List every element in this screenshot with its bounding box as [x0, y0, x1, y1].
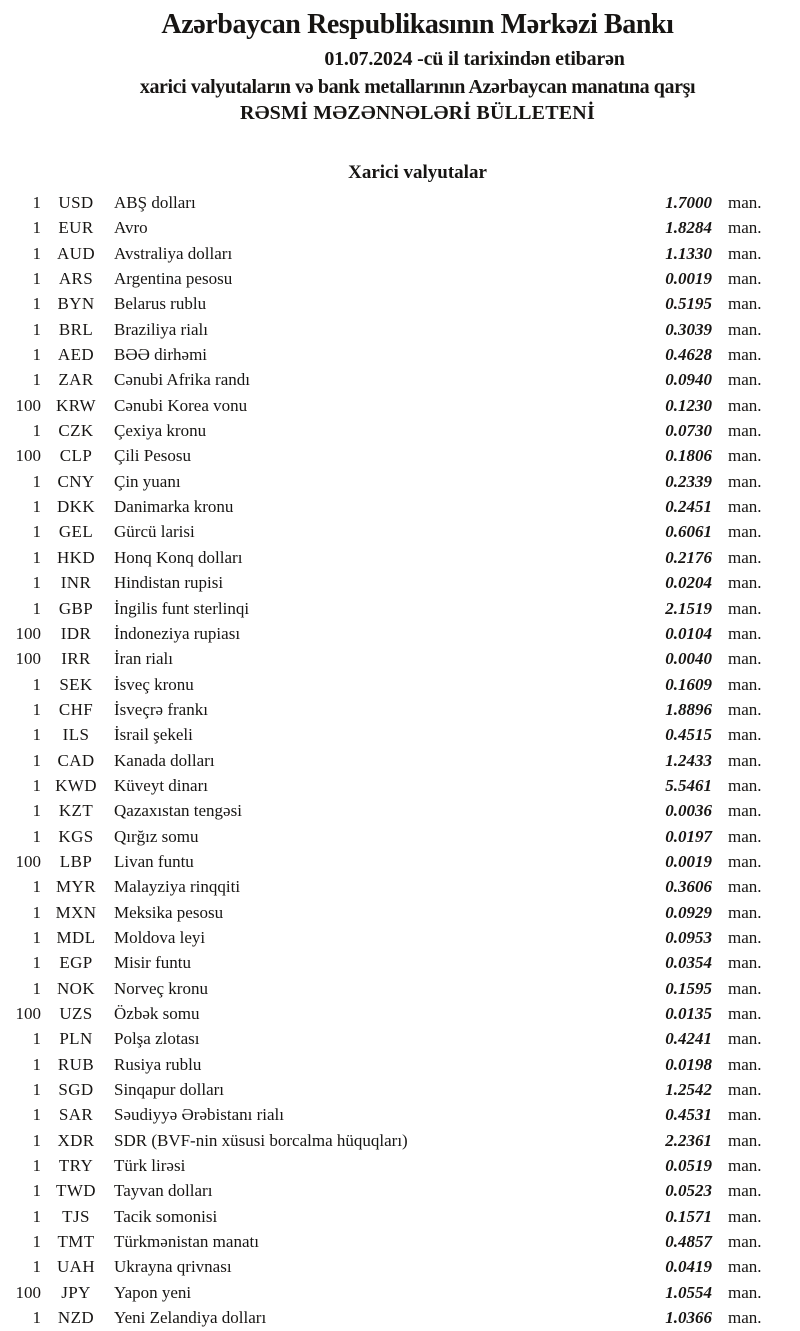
row-currency-name: Yeni Zelandiya dolları	[114, 1308, 267, 1328]
row-currency-name: Gürcü larisi	[114, 522, 195, 542]
row-unit-label: man.	[728, 1308, 762, 1328]
rate-row	[0, 1077, 770, 1102]
row-rate-value: 0.6061	[665, 522, 712, 542]
bulletin-title: RƏSMİ MƏZƏNNƏLƏRİ BÜLLETENİ	[240, 102, 595, 124]
row-unit-label: man.	[728, 750, 762, 770]
row-unit-label: man.	[728, 801, 762, 821]
row-rate-value: 0.2176	[665, 547, 712, 567]
row-rate-value: 0.1230	[665, 395, 712, 415]
row-unit-label: man.	[728, 851, 762, 871]
row-quantity: 1	[32, 598, 41, 618]
row-currency-code: EUR	[58, 218, 94, 238]
row-currency-code: IDR	[60, 623, 92, 643]
row-unit-label: man.	[728, 1054, 762, 1074]
row-currency-name: Türk lirəsi	[114, 1156, 186, 1176]
row-currency-code: KRW	[56, 395, 96, 415]
bulletin-header	[0, 0, 800, 126]
rate-row	[0, 266, 770, 291]
section-title-foreign-currencies: Xarici valyutalar	[348, 162, 487, 183]
rate-row	[0, 849, 770, 874]
row-currency-code: TMT	[57, 1232, 95, 1252]
row-currency-code: HKD	[56, 547, 96, 567]
row-currency-name: Çexiya kronu	[114, 421, 207, 441]
rate-row	[0, 748, 770, 773]
rate-row	[0, 1229, 770, 1254]
rate-row	[0, 1102, 770, 1127]
row-currency-code: CHF	[58, 699, 94, 719]
row-rate-value: 0.3606	[665, 877, 712, 897]
rate-row	[0, 342, 770, 367]
row-currency-code: SEK	[59, 674, 93, 694]
row-unit-label: man.	[728, 1080, 762, 1100]
row-currency-code: PLN	[59, 1029, 93, 1049]
row-quantity: 1	[32, 497, 41, 517]
rate-row	[0, 190, 770, 215]
row-unit-label: man.	[728, 1029, 762, 1049]
row-quantity: 1	[32, 902, 41, 922]
rate-row	[0, 1178, 770, 1203]
row-unit-label: man.	[728, 471, 762, 491]
row-quantity: 1	[32, 1181, 41, 1201]
row-currency-code: KZT	[58, 801, 94, 821]
row-unit-label: man.	[728, 1206, 762, 1226]
row-rate-value: 0.4241	[665, 1029, 712, 1049]
row-currency-name: Cənubi Afrika randı	[114, 370, 250, 390]
rate-row	[0, 950, 770, 975]
row-currency-name: Tacik somonisi	[114, 1206, 218, 1226]
row-unit-label: man.	[728, 1130, 762, 1150]
row-rate-value: 2.2361	[665, 1130, 712, 1150]
row-currency-name: Qırğız somu	[114, 826, 199, 846]
row-currency-name: Kanada dolları	[114, 750, 215, 770]
row-rate-value: 0.1571	[665, 1206, 712, 1226]
rate-row	[0, 900, 770, 925]
row-currency-code: IRR	[61, 649, 91, 669]
row-rate-value: 1.2542	[665, 1080, 712, 1100]
row-currency-name: Özbək somu	[114, 1004, 200, 1023]
row-currency-code: CAD	[57, 750, 95, 770]
row-currency-name: Hindistan rupisi	[114, 573, 224, 593]
row-rate-value: 0.0419	[665, 1257, 712, 1277]
row-quantity: 1	[32, 1206, 41, 1226]
row-quantity: 1	[32, 953, 41, 973]
row-currency-name: İsveçrə frankı	[114, 699, 208, 719]
row-unit-label: man.	[728, 598, 762, 618]
row-quantity: 100	[15, 851, 41, 871]
row-quantity: 1	[32, 1054, 41, 1074]
row-quantity: 100	[15, 1004, 41, 1023]
row-unit-label: man.	[728, 193, 762, 212]
row-rate-value: 0.0519	[665, 1156, 712, 1176]
row-rate-value: 0.4628	[665, 345, 712, 365]
row-currency-code: UAH	[56, 1257, 96, 1277]
row-quantity: 1	[32, 345, 41, 365]
row-unit-label: man.	[728, 218, 762, 238]
row-currency-code: AED	[57, 345, 95, 365]
row-rate-value: 2.1519	[665, 598, 712, 618]
row-currency-name: Cənubi Korea vonu	[114, 395, 248, 415]
effective-date-line: 01.07.2024 -cü il tarixindən etibarən	[324, 48, 625, 70]
row-unit-label: man.	[728, 547, 762, 567]
row-currency-name: Braziliya rialı	[114, 319, 208, 339]
row-currency-name: Qazaxıstan tengəsi	[114, 801, 242, 821]
row-unit-label: man.	[728, 649, 762, 669]
rate-row	[0, 291, 770, 316]
row-currency-code: UZS	[59, 1004, 93, 1023]
row-rate-value: 0.0040	[665, 649, 712, 669]
row-currency-code: SAR	[58, 1105, 94, 1125]
row-rate-value: 0.0940	[665, 370, 712, 390]
rate-row	[0, 824, 770, 849]
row-rate-value: 0.2451	[665, 497, 712, 517]
row-rate-value: 0.0019	[665, 269, 712, 289]
rate-row	[0, 697, 770, 722]
rate-row	[0, 367, 770, 392]
rate-row	[0, 1128, 770, 1153]
bank-name: Azərbaycan Respublikasının Mərkəzi Bankı	[161, 9, 674, 40]
row-unit-label: man.	[728, 623, 762, 643]
rate-row	[0, 621, 770, 646]
row-quantity: 100	[15, 623, 41, 643]
rate-row	[0, 672, 770, 697]
row-unit-label: man.	[728, 269, 762, 289]
row-quantity: 1	[32, 319, 41, 339]
row-rate-value: 0.1595	[665, 978, 712, 998]
row-unit-label: man.	[728, 243, 762, 263]
row-unit-label: man.	[728, 725, 762, 745]
rate-row	[0, 494, 770, 519]
row-quantity: 1	[32, 1232, 41, 1252]
rate-row	[0, 545, 770, 570]
row-unit-label: man.	[728, 1181, 762, 1201]
row-currency-name: İran rialı	[114, 649, 173, 669]
row-currency-code: USD	[58, 193, 94, 212]
row-quantity: 1	[32, 1080, 41, 1100]
row-quantity: 1	[32, 978, 41, 998]
row-rate-value: 0.0198	[665, 1054, 712, 1074]
row-currency-name: Polşa zlotası	[114, 1029, 200, 1049]
row-rate-value: 5.5461	[665, 775, 712, 795]
row-currency-name: Belarus rublu	[114, 294, 207, 314]
row-currency-name: Çin yuanı	[114, 471, 181, 491]
rate-row	[0, 1204, 770, 1229]
row-currency-code: ILS	[62, 725, 90, 745]
row-currency-code: TRY	[58, 1156, 94, 1176]
row-quantity: 1	[32, 573, 41, 593]
row-rate-value: 1.8896	[665, 699, 712, 719]
row-unit-label: man.	[728, 345, 762, 365]
row-currency-code: ARS	[58, 269, 94, 289]
row-currency-code: MDL	[56, 927, 96, 947]
row-unit-label: man.	[728, 927, 762, 947]
row-currency-code: KGS	[58, 826, 94, 846]
rate-row	[0, 393, 770, 418]
rate-row	[0, 241, 770, 266]
row-currency-code: TWD	[56, 1181, 96, 1201]
rate-row	[0, 596, 770, 621]
row-unit-label: man.	[728, 953, 762, 973]
row-rate-value: 0.0354	[665, 953, 712, 973]
row-unit-label: man.	[728, 699, 762, 719]
row-currency-code: CZK	[58, 421, 94, 441]
row-quantity: 100	[15, 649, 41, 669]
row-currency-name: Yapon yeni	[114, 1282, 192, 1302]
row-currency-code: GEL	[58, 522, 94, 542]
row-currency-name: BƏƏ dirhəmi	[114, 345, 208, 365]
row-quantity: 1	[32, 699, 41, 719]
row-rate-value: 0.4515	[665, 725, 712, 745]
rate-row	[0, 1153, 770, 1178]
row-quantity: 1	[32, 1105, 41, 1125]
row-rate-value: 1.8284	[665, 218, 712, 238]
row-rate-value: 1.2433	[665, 750, 712, 770]
row-currency-code: INR	[60, 573, 92, 593]
row-quantity: 1	[32, 522, 41, 542]
row-quantity: 1	[32, 547, 41, 567]
row-currency-code: SGD	[58, 1080, 94, 1100]
row-currency-name: SDR (BVF-nin xüsusi borcalma hüquqları)	[114, 1130, 408, 1150]
row-currency-code: RUB	[57, 1054, 95, 1074]
row-unit-label: man.	[728, 826, 762, 846]
row-rate-value: 0.3039	[665, 319, 712, 339]
row-rate-value: 1.0366	[665, 1308, 712, 1328]
rate-row	[0, 976, 770, 1001]
row-rate-value: 0.1806	[665, 446, 712, 466]
row-currency-code: CLP	[59, 446, 93, 466]
row-currency-name: Livan funtu	[114, 851, 194, 871]
row-currency-name: Çili Pesosu	[114, 446, 191, 466]
row-currency-code: BRL	[58, 319, 94, 339]
row-currency-code: CNY	[57, 471, 95, 491]
row-currency-name: İsrail şekeli	[114, 725, 193, 745]
row-unit-label: man.	[728, 522, 762, 542]
row-currency-name: Misir funtu	[114, 953, 191, 973]
row-currency-name: Meksika pesosu	[114, 902, 224, 922]
row-unit-label: man.	[728, 294, 762, 314]
row-rate-value: 0.0135	[665, 1004, 712, 1023]
row-currency-name: İndoneziya rupiası	[114, 623, 241, 643]
row-quantity: 1	[32, 471, 41, 491]
row-currency-code: BYN	[57, 294, 95, 314]
row-unit-label: man.	[728, 1105, 762, 1125]
row-currency-name: Küveyt dinarı	[114, 775, 208, 795]
row-currency-name: Tayvan dolları	[114, 1181, 213, 1201]
row-quantity: 1	[32, 269, 41, 289]
row-unit-label: man.	[728, 573, 762, 593]
rate-row	[0, 1052, 770, 1077]
row-quantity: 1	[32, 1029, 41, 1049]
row-rate-value: 0.0104	[665, 623, 712, 643]
row-currency-code: MXN	[55, 902, 97, 922]
row-rate-value: 0.0204	[665, 573, 712, 593]
row-quantity: 1	[32, 674, 41, 694]
row-rate-value: 0.4857	[665, 1232, 712, 1252]
row-unit-label: man.	[728, 497, 762, 517]
row-currency-name: Argentina pesosu	[114, 269, 233, 289]
row-quantity: 1	[32, 725, 41, 745]
row-quantity: 1	[32, 1257, 41, 1277]
row-currency-name: Avro	[114, 218, 148, 238]
rate-row	[0, 469, 770, 494]
row-currency-name: Norveç kronu	[114, 978, 208, 998]
row-quantity: 100	[15, 446, 41, 466]
row-quantity: 100	[15, 395, 41, 415]
row-rate-value: 0.0523	[665, 1181, 712, 1201]
row-rate-value: 0.1609	[665, 674, 712, 694]
row-currency-code: XDR	[57, 1130, 95, 1150]
row-quantity: 1	[32, 294, 41, 314]
row-unit-label: man.	[728, 1004, 762, 1023]
rate-row	[0, 722, 770, 747]
row-quantity: 1	[32, 877, 41, 897]
row-currency-name: Ukrayna qrivnası	[114, 1257, 232, 1277]
row-rate-value: 0.0929	[665, 902, 712, 922]
row-currency-code: NOK	[56, 978, 96, 998]
row-currency-code: DKK	[56, 497, 96, 517]
row-currency-name: Danimarka kronu	[114, 497, 234, 517]
row-rate-value: 0.0730	[665, 421, 712, 441]
rate-row	[0, 443, 770, 468]
row-unit-label: man.	[728, 775, 762, 795]
row-quantity: 1	[32, 421, 41, 441]
row-unit-label: man.	[728, 902, 762, 922]
row-currency-code: LBP	[59, 851, 93, 871]
row-rate-value: 0.5195	[665, 294, 712, 314]
row-unit-label: man.	[728, 421, 762, 441]
row-rate-value: 1.1330	[665, 243, 712, 263]
row-quantity: 1	[32, 1156, 41, 1176]
row-quantity: 100	[15, 1282, 41, 1302]
row-unit-label: man.	[728, 674, 762, 694]
row-currency-code: TJS	[62, 1206, 90, 1226]
row-rate-value: 1.7000	[665, 193, 712, 212]
row-currency-name: İsveç kronu	[114, 674, 194, 694]
row-unit-label: man.	[728, 1282, 762, 1302]
row-currency-name: Honq Konq dolları	[114, 547, 243, 567]
row-unit-label: man.	[728, 877, 762, 897]
row-currency-name: Avstraliya dolları	[114, 243, 233, 263]
row-quantity: 1	[32, 826, 41, 846]
rate-row	[0, 519, 770, 544]
row-rate-value: 0.0019	[665, 851, 712, 871]
row-rate-value: 0.0197	[665, 826, 712, 846]
row-currency-name: Malayziya rinqqiti	[114, 877, 241, 897]
rate-row	[0, 1305, 770, 1330]
rate-row	[0, 925, 770, 950]
row-unit-label: man.	[728, 319, 762, 339]
row-unit-label: man.	[728, 1257, 762, 1277]
row-currency-name: Sinqapur dolları	[114, 1080, 225, 1100]
rate-row	[0, 1026, 770, 1051]
row-unit-label: man.	[728, 1156, 762, 1176]
row-rate-value: 1.0554	[665, 1282, 712, 1302]
rate-row	[0, 1280, 770, 1305]
row-currency-code: GBP	[58, 598, 94, 618]
row-quantity: 1	[32, 775, 41, 795]
row-unit-label: man.	[728, 395, 762, 415]
rate-row	[0, 215, 770, 240]
row-unit-label: man.	[728, 370, 762, 390]
rate-row	[0, 1001, 770, 1026]
row-quantity: 1	[32, 218, 41, 238]
row-currency-code: EGP	[59, 953, 93, 973]
row-unit-label: man.	[728, 978, 762, 998]
row-quantity: 1	[32, 1130, 41, 1150]
row-currency-name: Türkmənistan manatı	[114, 1232, 259, 1252]
rate-row	[0, 418, 770, 443]
row-currency-name: İngilis funt sterlinqi	[114, 598, 250, 618]
rate-row	[0, 1254, 770, 1279]
row-currency-code: KWD	[55, 775, 97, 795]
row-quantity: 1	[32, 750, 41, 770]
row-currency-name: Rusiya rublu	[114, 1054, 202, 1074]
row-currency-name: Moldova leyi	[114, 927, 206, 947]
row-quantity: 1	[32, 370, 41, 390]
exchange-rates-table	[0, 190, 770, 1330]
row-rate-value: 0.4531	[665, 1105, 712, 1125]
row-unit-label: man.	[728, 446, 762, 466]
row-rate-value: 0.0953	[665, 927, 712, 947]
row-quantity: 1	[32, 243, 41, 263]
row-currency-code: ZAR	[58, 370, 94, 390]
rate-row	[0, 798, 770, 823]
row-unit-label: man.	[728, 1232, 762, 1252]
row-rate-value: 0.2339	[665, 471, 712, 491]
rate-row	[0, 317, 770, 342]
rate-row	[0, 570, 770, 595]
row-rate-value: 0.0036	[665, 801, 712, 821]
row-currency-code: JPY	[61, 1282, 91, 1302]
rate-row	[0, 773, 770, 798]
row-currency-code: AUD	[56, 243, 96, 263]
row-currency-name: ABŞ dolları	[114, 193, 196, 212]
row-quantity: 1	[32, 193, 41, 212]
row-quantity: 1	[32, 1308, 41, 1328]
row-currency-code: MYR	[56, 877, 96, 897]
rate-row	[0, 874, 770, 899]
row-quantity: 1	[32, 801, 41, 821]
row-currency-name: Səudiyyə Ərəbistanı rialı	[114, 1105, 284, 1125]
subtitle-line: xarici valyutaların və bank metallarının Azərbaycan manatına qarşı	[139, 76, 696, 98]
rate-row	[0, 646, 770, 671]
row-quantity: 1	[32, 927, 41, 947]
row-currency-code: NZD	[57, 1308, 95, 1328]
